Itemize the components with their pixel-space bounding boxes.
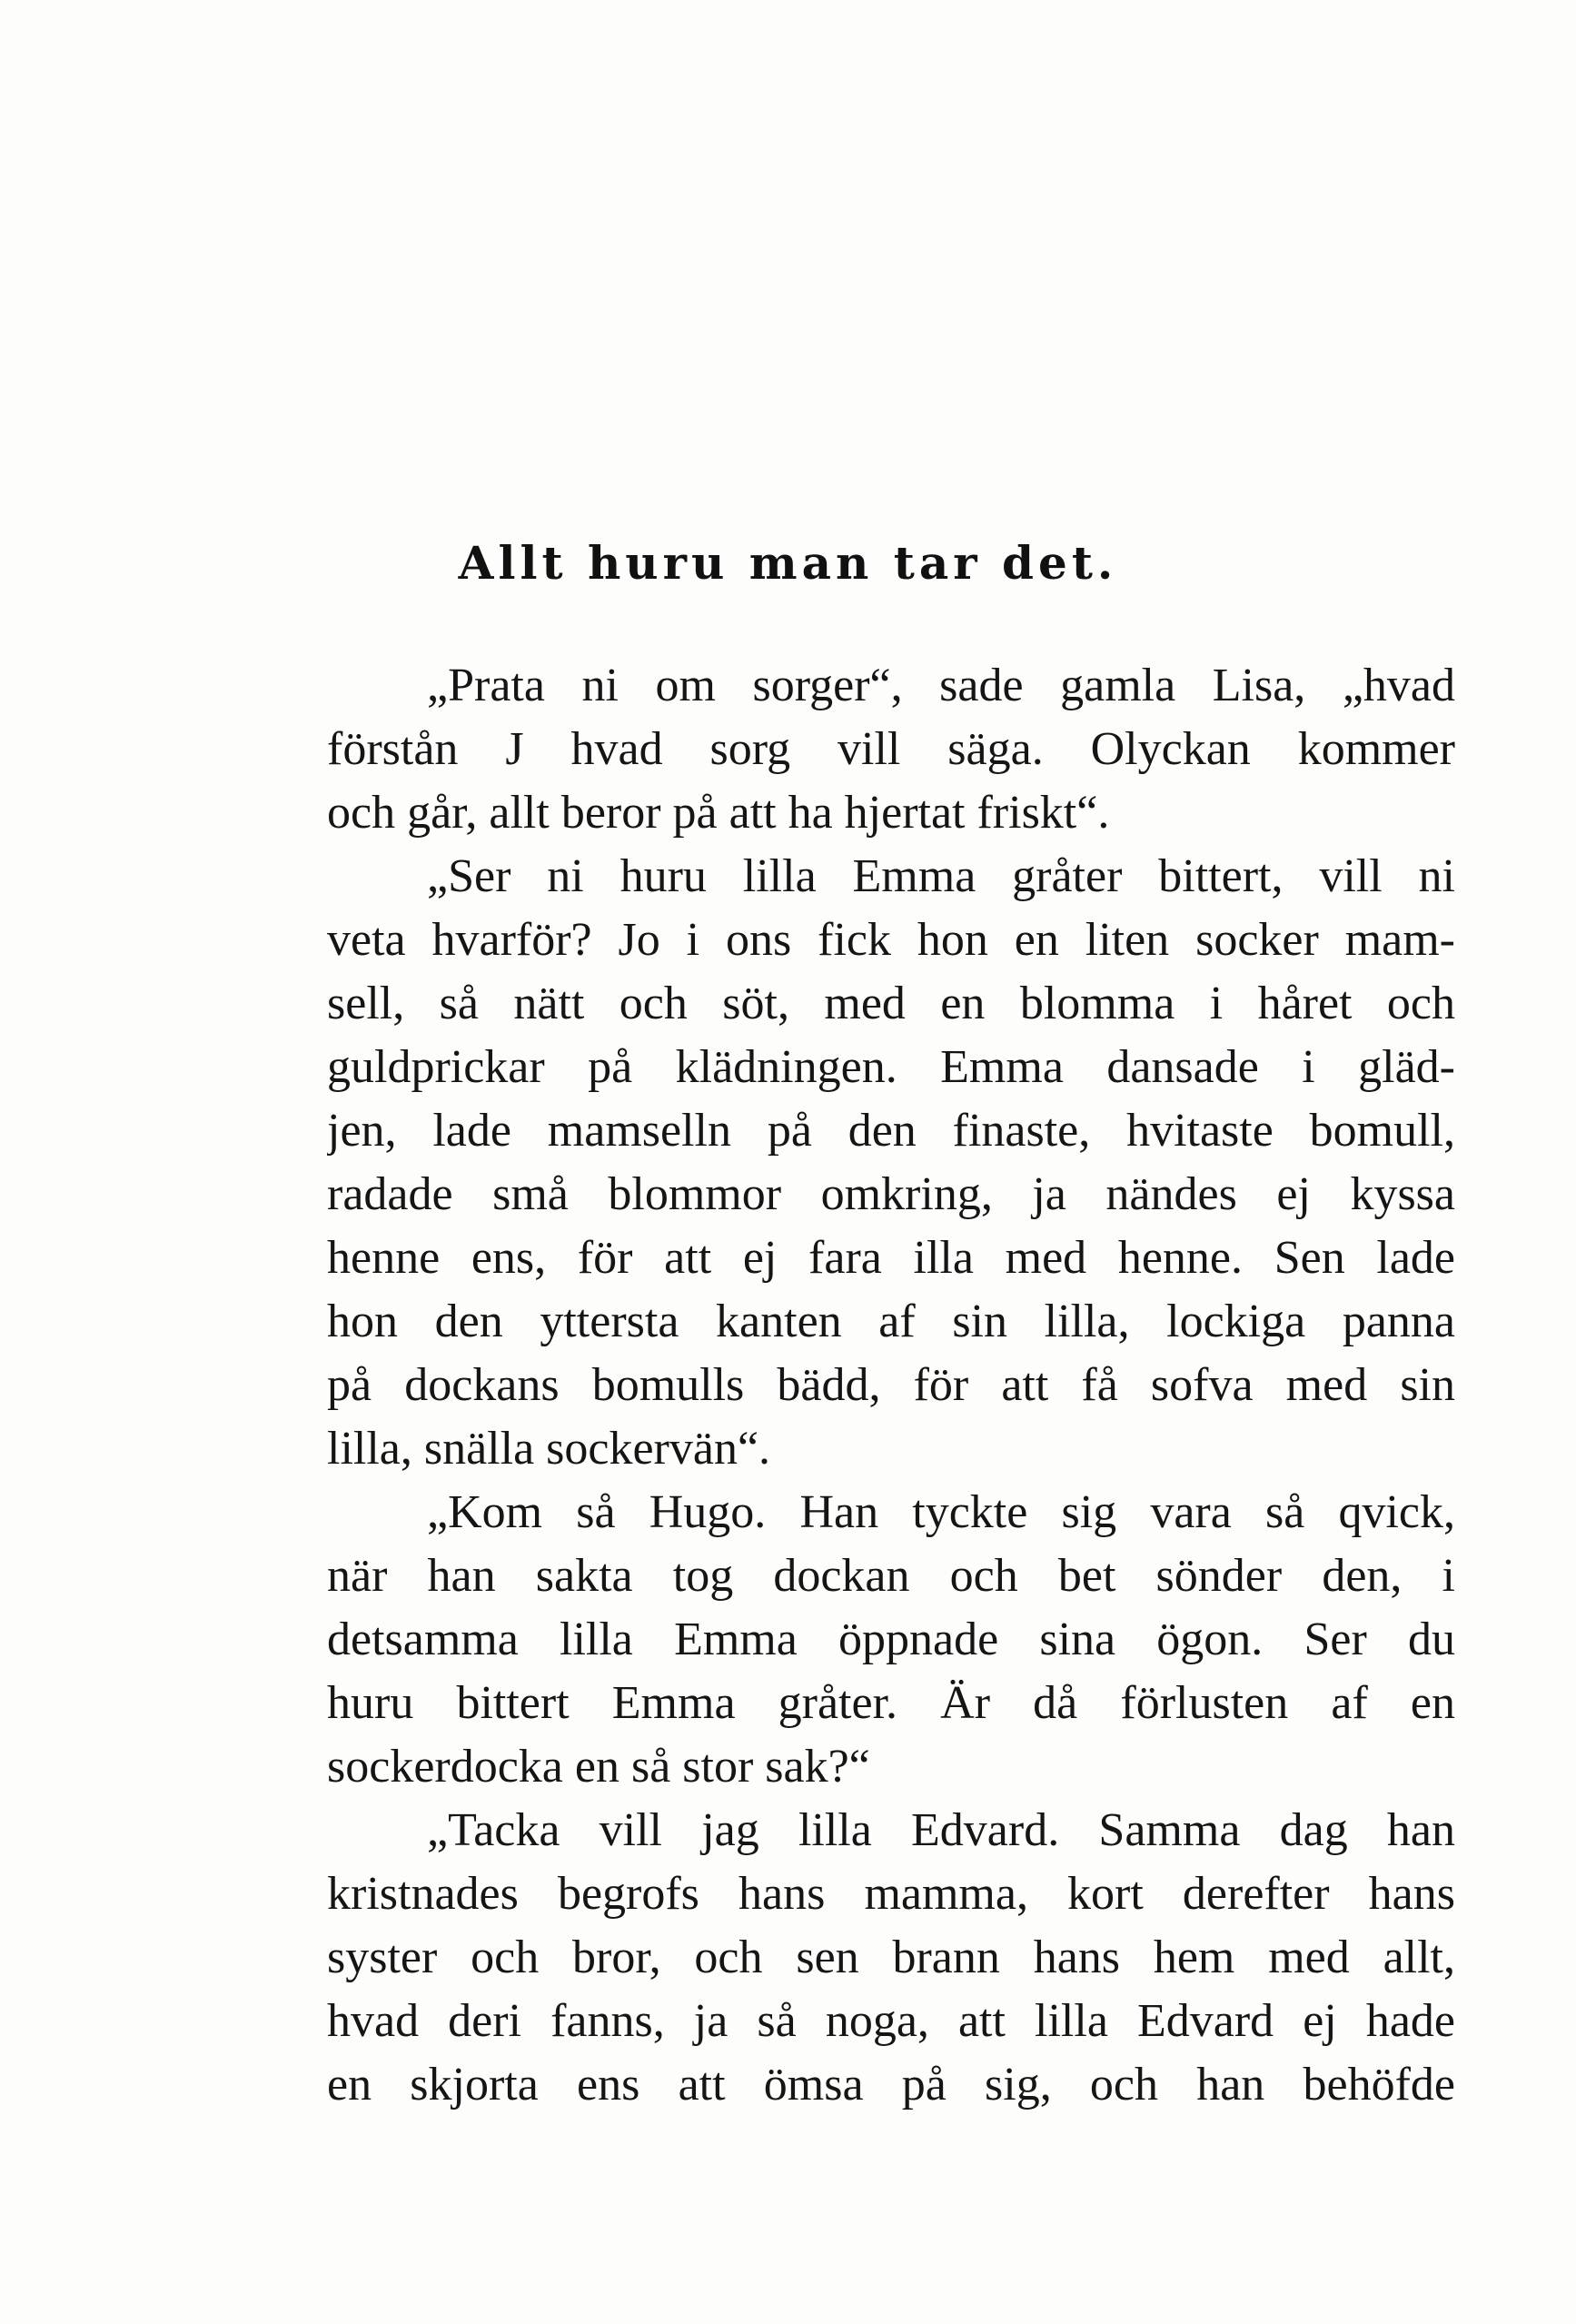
text-line: veta hvarför? Jo i ons fick hon en liten socker mam- [327, 914, 1455, 966]
text-line: guldprickar på klädningen. Emma dansade i gläd- [327, 1041, 1455, 1093]
text-line: när han sakta tog dockan och bet sönder den, i [327, 1550, 1455, 1602]
paragraph [327, 1481, 1455, 1799]
text-line: „Tacka vill jag lilla Edvard. Samma dag han [427, 1804, 1455, 1856]
text-line: hon den yttersta kanten af sin lilla, lockiga panna [327, 1296, 1455, 1347]
text-line: sell, så nätt och söt, med en blomma i håret och [327, 978, 1455, 1029]
text-line: hvad deri fanns, ja så noga, att lilla Edvard ej hade [327, 1995, 1455, 2047]
text-line: jen, lade mamselln på den finaste, hvitaste bomull, [327, 1105, 1455, 1157]
paragraph [327, 654, 1455, 845]
text-line: detsamma lilla Emma öppnade sina ögon. Ser du [327, 1614, 1455, 1665]
text-line: „Prata ni om sorger“, sade gamla Lisa, „hvad [427, 660, 1455, 711]
text-line: sockerdocka en så stor sak?“ [327, 1741, 870, 1793]
paragraph [327, 845, 1455, 1481]
text-line: en skjorta ens att ömsa på sig, och han behöfde [327, 2059, 1455, 2110]
text-line: på dockans bomulls bädd, för att få sofva med sin [327, 1359, 1455, 1411]
text-line: henne ens, för att ej fara illa med henne. Sen lade [327, 1232, 1455, 1284]
text-line: „Ser ni huru lilla Emma gråter bittert, vill ni [427, 850, 1455, 902]
text-line: radade små blommor omkring, ja nändes ej kyssa [327, 1168, 1455, 1220]
text-line: huru bittert Emma gråter. Är då förlusten af en [327, 1677, 1455, 1729]
text-line: och går, allt beror på att ha hjertat friskt“. [327, 787, 1110, 839]
text-line: kristnades begrofs hans mamma, kort derefter hans [327, 1868, 1455, 1920]
paragraph [327, 1799, 1455, 2117]
body-text [327, 654, 1455, 2117]
text-line: förstån J hvad sorg vill säga. Olyckan kommer [327, 723, 1455, 775]
text-line: „Kom så Hugo. Han tyckte sig vara så qvick, [427, 1486, 1455, 1538]
chapter-title: Allt huru man tar det. [458, 536, 1118, 590]
text-line: syster och bror, och sen brann hans hem med allt, [327, 1932, 1455, 1983]
text-line: lilla, snälla sockervän“. [327, 1423, 771, 1475]
